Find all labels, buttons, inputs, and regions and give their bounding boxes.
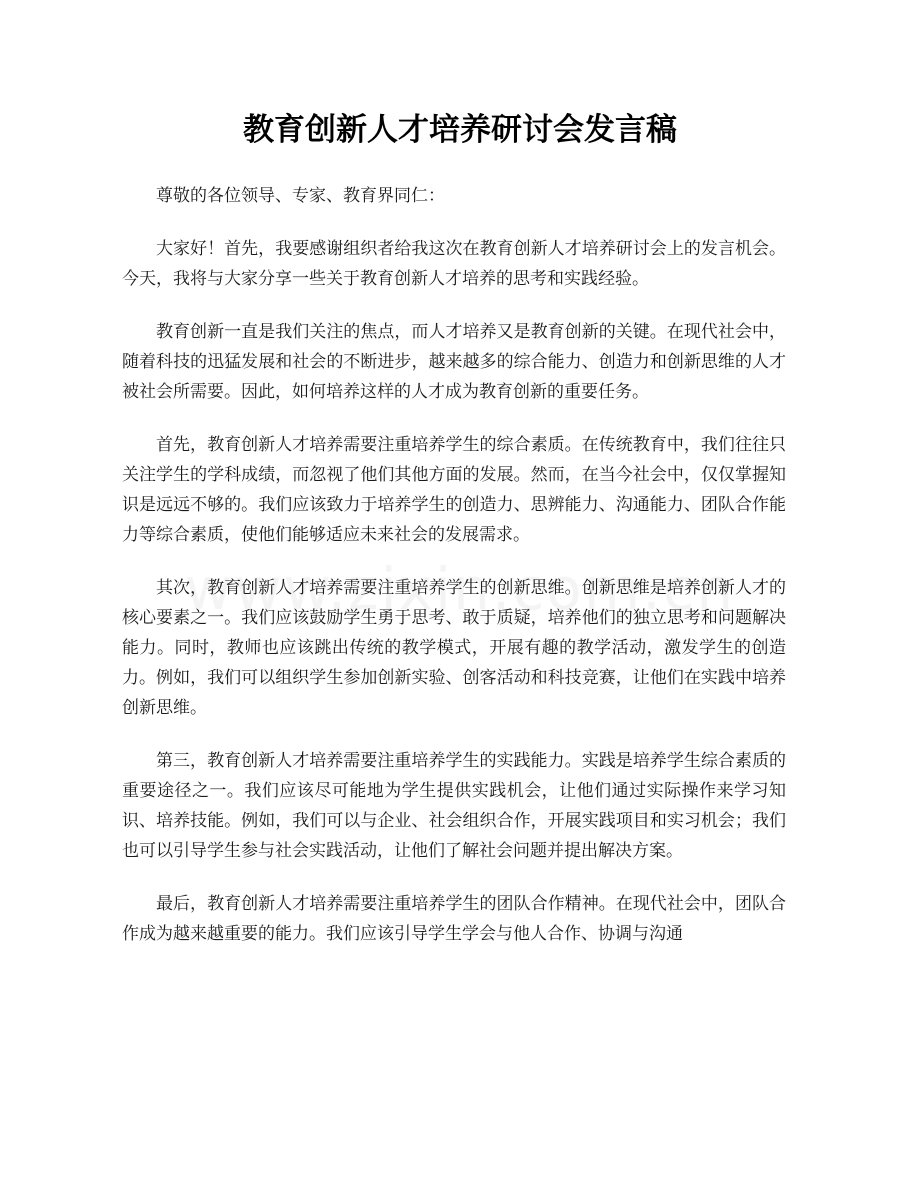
paragraph: 第三，教育创新人才培养需要注重培养学生的实践能力。实践是培养学生综合素质的重要途径之一。我们应该尽可能地为学生提供实践机会，让他们通过实际操作来学习知识、培养技能。例如，我们可以与企业、社会组织合作，开展实践项目和实习机会；我们也可以引导学生参与社会实践活动，让他们了解社会问题并提出解决方案。 — [122, 751, 786, 861]
paragraph: 大家好！首先，我要感谢组织者给我这次在教育创新人才培养研讨会上的发言机会。今天，我将与大家分享一些关于教育创新人才培养的思考和实践经验。 — [122, 239, 786, 289]
paragraph: 教育创新一直是我们关注的焦点，而人才培养又是教育创新的关键。在现代社会中，随着科技的迅猛发展和社会的不断进步，越来越多的综合能力、创造力和创新思维的人才被社会所需要。因此，如何培养这样的人才成为教育创新的重要任务。 — [122, 322, 786, 402]
document-title: 教育创新人才培养研讨会发言稿 — [243, 112, 677, 148]
paragraph: 其次，教育创新人才培养需要注重培养学生的创新思维。创新思维是培养创新人才的核心要素之一。我们应该鼓励学生勇于思考、敢于质疑，培养他们的独立思考和问题解决能力。同时，教师也应该跳出传统的教学模式，开展有趣的教学活动，激发学生的创造力。例如，我们可以组织学生参加创新实验、创客活动和科技竞赛，让他们在实践中培养创新思维。 — [122, 578, 786, 718]
paragraph: 最后，教育创新人才培养需要注重培养学生的团队合作精神。在现代社会中，团队合作成为越来越重要的能力。我们应该引导学生学会与他人合作、协调与沟通 — [122, 894, 786, 944]
paragraph: 首先，教育创新人才培养需要注重培养学生的综合素质。在传统教育中，我们往往只关注学生的学科成绩，而忽视了他们其他方面的发展。然而，在当今社会中，仅仅掌握知识是远远不够的。我们应该致力于培养学生的创造力、思辨能力、沟通能力、团队合作能力等综合素质，使他们能够适应未来社会的发展需求。 — [122, 435, 786, 545]
salutation: 尊敬的各位领导、专家、教育界同仁： — [156, 186, 445, 206]
document-body — [122, 181, 786, 972]
